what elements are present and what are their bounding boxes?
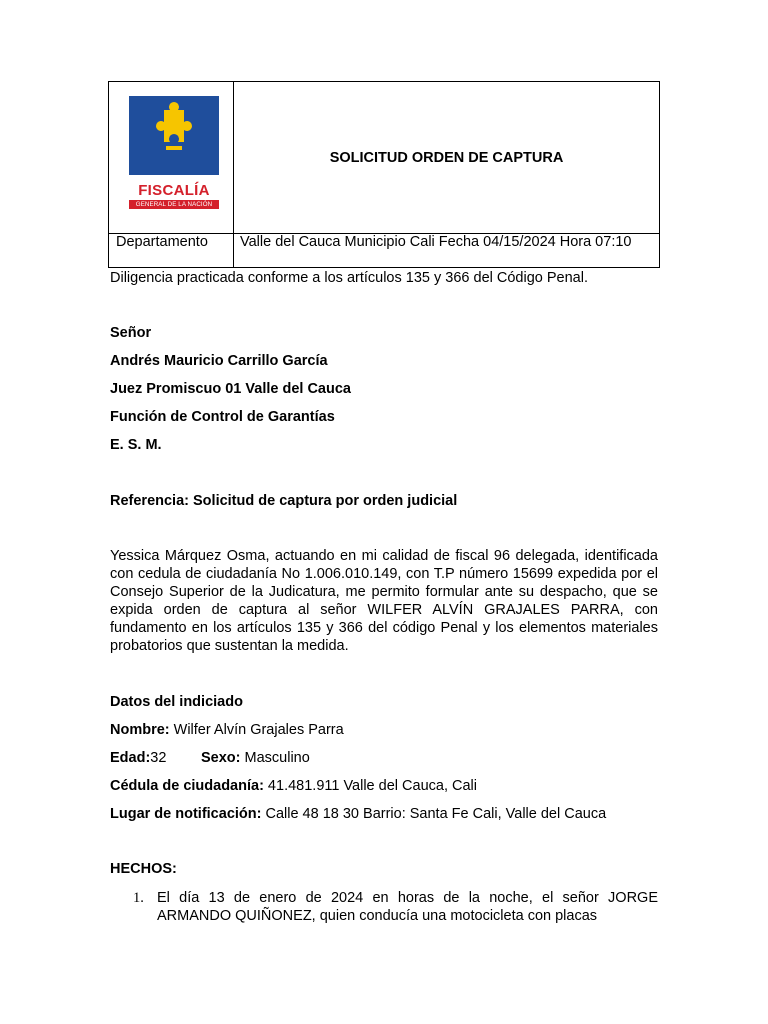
fiscalia-logo bbox=[129, 96, 219, 209]
edad-label: Edad: bbox=[110, 750, 151, 766]
recipient-esm: E. S. M. bbox=[110, 437, 162, 453]
lugar-label: Lugar de notificación: bbox=[110, 806, 262, 822]
nombre-label: Nombre: bbox=[110, 722, 170, 738]
reference-line: Referencia: Solicitud de captura por orden judicial bbox=[110, 493, 458, 509]
department-value: Valle del Cauca Municipio Cali Fecha 04/15/2024 Hora 07:10 bbox=[234, 234, 660, 268]
document-title: SOLICITUD ORDEN DE CAPTURA bbox=[234, 82, 660, 234]
puzzle-piece-icon bbox=[129, 96, 219, 175]
hecho-text: El día 13 de enero de 2024 en horas de la noche, el señor JORGE ARMANDO QUIÑONEZ, quien conducía una motocicleta con placas bbox=[157, 890, 658, 924]
recipient-name: Andrés Mauricio Carrillo García bbox=[110, 353, 328, 369]
indiciado-nombre bbox=[110, 721, 344, 739]
indiciado-edad bbox=[110, 749, 166, 767]
lugar-value: Calle 48 18 30 Barrio: Santa Fe Cali, Valle del Cauca bbox=[261, 806, 607, 822]
logo-subtext: GENERAL DE LA NACIÓN bbox=[129, 200, 219, 209]
diligencia-text: Diligencia practicada conforme a los artículos 135 y 366 del Código Penal. bbox=[110, 270, 588, 286]
recipient-function: Función de Control de Garantías bbox=[110, 409, 335, 425]
logo-cell bbox=[109, 82, 234, 234]
indiciado-cedula bbox=[110, 777, 477, 795]
edad-value: 32 bbox=[150, 750, 167, 766]
logo-text: FISCALÍA bbox=[138, 182, 210, 199]
cedula-value: 41.481.911 Valle del Cauca, Cali bbox=[263, 778, 477, 794]
indiciado-sexo bbox=[201, 749, 310, 767]
sexo-value: Masculino bbox=[240, 750, 310, 766]
hechos-heading: HECHOS: bbox=[110, 861, 177, 877]
nombre-value: Wilfer Alvín Grajales Parra bbox=[169, 722, 344, 738]
indiciado-lugar bbox=[110, 805, 606, 823]
sexo-label: Sexo: bbox=[201, 750, 241, 766]
cedula-label: Cédula de ciudadanía: bbox=[110, 778, 264, 794]
recipient-court: Juez Promiscuo 01 Valle del Cauca bbox=[110, 381, 351, 397]
header-table bbox=[108, 81, 660, 268]
hecho-number: 1. bbox=[133, 890, 144, 906]
department-label: Departamento bbox=[109, 234, 234, 268]
recipient-salutation: Señor bbox=[110, 325, 152, 341]
indiciado-heading: Datos del indiciado bbox=[110, 694, 243, 710]
body-paragraph: Yessica Márquez Osma, actuando en mi calidad de fiscal 96 delegada, identificada con cedula de ciudadanía No 1.006.010.149, con T.P número 15699 expedida por el Consejo Superior de la Judicatura, me permito formular ante su despacho, que se expida orden de captura al señor WILFER ALVÍN GRAJALES PARRA, con fundamento en los artículos 135 y 366 del código Penal y los elementos materiales probatorios que sustentan la medida. bbox=[110, 548, 658, 654]
